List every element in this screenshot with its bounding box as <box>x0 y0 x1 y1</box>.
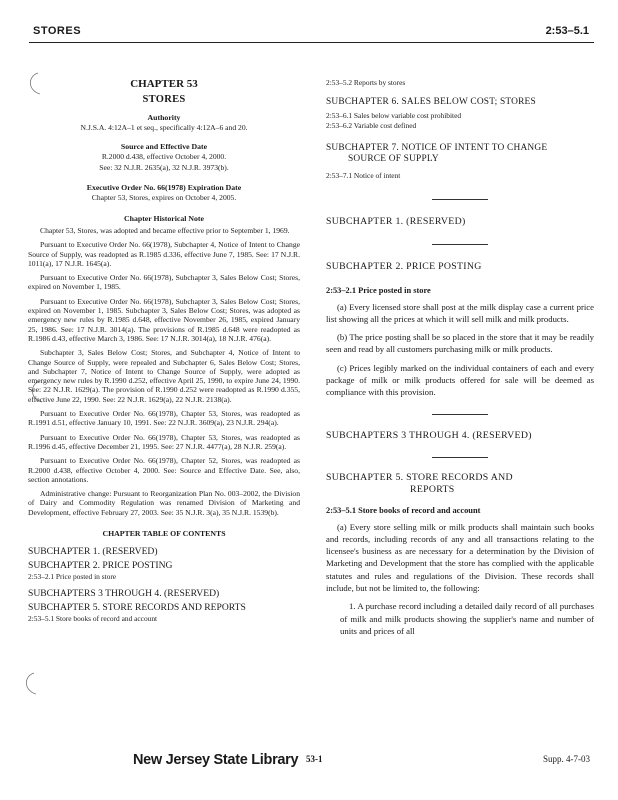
subchapter-5-heading-line: SUBCHAPTER 5. STORE RECORDS AND <box>326 471 513 483</box>
history-note: Pursuant to Executive Order No. 66(1978), Chapter 52, Stores, was readopted as R.2000 d.438, effective October 4, 2000. See: Source and Effective Date. See, also, section annotations. <box>28 456 300 484</box>
running-header-code: 2:53–5.1 <box>545 25 589 37</box>
section-divider <box>432 199 488 200</box>
source-line: R.2000 d.438, effective October 4, 2000. <box>101 152 227 162</box>
paragraph-a: (a) Every licensed store shall post at the milk display case a current price list showing all the prices at which it will sell milk and milk products. <box>326 301 594 324</box>
source-line: See: 32 N.J.R. 2635(a), 32 N.J.R. 3973(b). <box>99 162 229 172</box>
toc-section-5-1: 2:53–5.1 Store books of record and account <box>28 614 158 624</box>
authority-heading: Authority <box>147 112 181 122</box>
subchapter-5-heading <box>326 472 594 496</box>
toc-section-6-2: 2:53–6.2 Variable cost defined <box>326 120 417 130</box>
subchapters-3-4-heading: SUBCHAPTERS 3 THROUGH 4. (RESERVED) <box>326 429 532 441</box>
chapter-number: CHAPTER 53 <box>130 78 198 90</box>
history-heading: Chapter Historical Note <box>124 213 204 223</box>
paragraph-5-a: (a) Every store selling milk or milk products shall maintain such books and records, including records of any and all transactions relating to the licensee's business as are necessary for a determination by the Division of Marketing and Development that the store has complied with the applicable statutes and rules and regulations of the Division. These records shall include, but not be limited to, the following: <box>326 521 594 594</box>
section-divider <box>432 244 488 245</box>
toc-section-5-2: 2:53–5.2 Reports by stores <box>326 78 406 87</box>
history-note: Pursuant to Executive Order No. 66(1978), Subchapter 3, Sales Below Cost; Stores, expired on November 1, 1985. Subchapter 3, Sales Below Cost; Stores, was adopted as emergency new rules by R.1985 d.648, effective November 26, 1985, expired January 25, 1986. See: 17 N.J.R. 3014(a). The provisions of R.1985 d.648 were readopted as R.1986 d.43, effective March 3, 1986. See: 17 N.J.R. 3014(a), 18 N.J.R. 476(a). <box>28 296 300 343</box>
toc-subchapter-1: SUBCHAPTER 1. (RESERVED) <box>28 546 158 558</box>
expiration-text: Chapter 53, Stores, expires on October 4, 2005. <box>91 193 237 203</box>
history-note: Pursuant to Executive Order No. 66(1978), Chapter 53, Stores, was readopted as R.1996 d.45, effective December 21, 1995. See: 27 N.J.R. 4477(a), 28 N.J.R. 259(a). <box>28 432 300 451</box>
history-note: Chapter 53, Stores, was adopted and became effective prior to September 1, 1969. <box>40 225 290 235</box>
history-note: Subchapter 3, Sales Below Cost; Stores, and Subchapter 4, Notice of Intent to Change Source of Supply, were repealed and Subchapter 6, Sales Below Cost; Stores, and Subchapter 7, Notice of Intent to Change Source of Supply, were adopted as emergency new rules by R.1990 d.252, effective April 25, 1990, to expire June 24, 1990. See: 22 N.J.R. 1629(a). The provision of R.1990 d.252 were readopted as R.1990 d.355, effective June 22, 1990. See: 22 N.J.R. 1629(a), 22 N.J.R. 2138(a). <box>28 348 300 404</box>
toc-subchapter-7-line: SUBCHAPTER 7. NOTICE OF INTENT TO CHANGE <box>326 142 548 153</box>
toc-section-7-1: 2:53–7.1 Notice of intent <box>326 170 401 180</box>
list-item-1: 1. A purchase record including a detailed daily record of all purchases of milk and milk products showing the supplier's name and number of units and prices of all <box>340 601 594 636</box>
supplement-date: Supp. 4-7-03 <box>543 754 590 764</box>
history-note: Pursuant to Executive Order No. 66(1978), Subchapter 4, Notice of Intent to Change Source of Supply, was readopted as R.1985 d.336, effective June 7, 1985. See: 17 N.J.R. 1011(a), 17 N.J.R. 1645(a). <box>28 240 300 268</box>
source-heading: Source and Effective Date <box>120 142 208 152</box>
authority-text: N.J.S.A. 4:12A–1 et seq., specifically 4:12A–6 and 20. <box>80 122 248 132</box>
binder-hole-mark-icon <box>20 670 40 698</box>
library-stamp: New Jersey State Library <box>133 752 299 768</box>
page-number: 53-1 <box>306 754 323 764</box>
subchapter-1-heading: SUBCHAPTER 1. (RESERVED) <box>326 215 466 227</box>
expiration-heading: Executive Order No. 66(1978) Expiration Date <box>86 183 242 193</box>
toc-heading: CHAPTER TABLE OF CONTENTS <box>102 528 226 538</box>
paragraph-b: (b) The price posting shall be so placed in the store that it may be readily seen and read by all customers purchasing milk or milk products. <box>326 332 594 355</box>
header-rule <box>29 42 594 43</box>
history-note: Pursuant to Executive Order No. 66(1978), Subchapter 3, Sales Below Cost; Stores, expired on November 1, 1985. <box>28 273 300 292</box>
toc-subchapter-7-line: SOURCE OF SUPPLY <box>348 153 439 164</box>
history-note: Administrative change: Pursuant to Reorganization Plan No. 003–2002, the Division of Dairy and Commodity Regulation was renamed Division of Marketing and Development, effective February 27, 2003. See: 35 N.J.R. 3(a), 35 N.J.R. 1539(b). <box>28 489 300 517</box>
toc-subchapter-6: SUBCHAPTER 6. SALES BELOW COST; STORES <box>326 97 536 107</box>
paragraph-c: (c) Prices legibly marked on the individual containers of each and every package of milk or milk products offered for sale will be deemed as compliance with this provision. <box>326 362 594 398</box>
toc-subchapter-5: SUBCHAPTER 5. STORE RECORDS AND REPORTS <box>28 602 246 614</box>
section-5-1-heading: 2:53–5.1 Store books of record and account <box>326 505 481 515</box>
running-header-title: STORES <box>33 25 82 37</box>
subchapter-2-heading: SUBCHAPTER 2. PRICE POSTING <box>326 260 482 272</box>
toc-section-6-1: 2:53–6.1 Sales below variable cost prohibited <box>326 110 462 120</box>
toc-subchapter-7 <box>326 143 594 165</box>
section-divider <box>432 414 488 415</box>
toc-subchapters-3-4: SUBCHAPTERS 3 THROUGH 4. (RESERVED) <box>28 588 220 600</box>
subchapter-5-heading-line: REPORTS <box>410 483 455 495</box>
toc-subchapter-2: SUBCHAPTER 2. PRICE POSTING <box>28 560 173 572</box>
section-divider <box>432 457 488 458</box>
section-2-1-heading: 2:53–2.1 Price posted in store <box>326 285 431 295</box>
chapter-title: STORES <box>142 94 186 106</box>
right-column <box>326 78 594 637</box>
toc-section-2-1: 2:53–2.1 Price posted in store <box>28 572 117 582</box>
left-column <box>28 80 300 624</box>
history-note: Pursuant to Executive Order No. 66(1978), Chapter 53, Stores, was readopted as R.1991 d.51, effective January 10, 1991. See: 22 N.J.R. 3609(a), 23 N.J.R. 294(a). <box>28 409 300 428</box>
